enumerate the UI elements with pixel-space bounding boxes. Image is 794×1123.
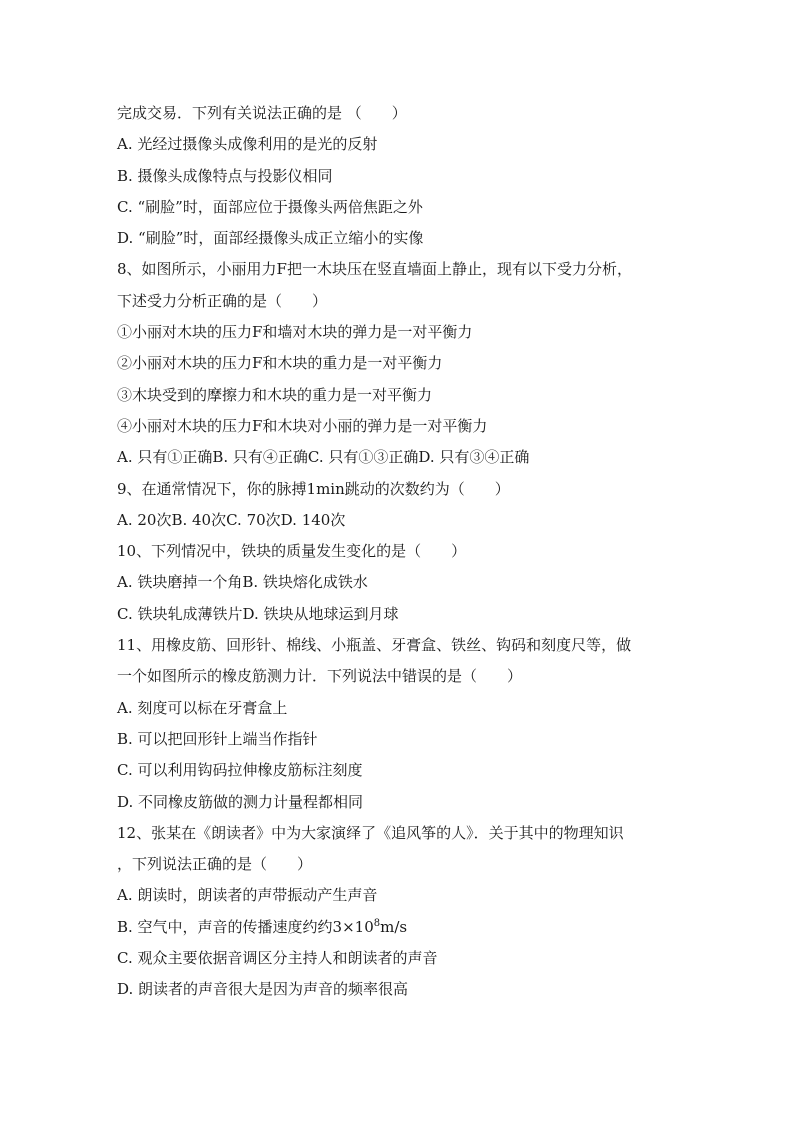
q8-statement-4: ④小丽对木块的压力F和木块对小丽的弹力是一对平衡力 — [117, 416, 488, 435]
q9-stem: 9、在通常情况下，你的脉搏1min跳动的次数约为（ ） — [117, 479, 510, 498]
q8-options: A. 只有①正确B. 只有④正确C. 只有①③正确D. 只有③④正确 — [117, 448, 530, 467]
q12-option-d: D. 朗读者的声音很大是因为声音的频率很高 — [117, 980, 409, 999]
q9-options: A. 20次B. 40次C. 70次D. 140次 — [117, 510, 346, 529]
q11-option-a: A. 刻度可以标在牙膏盒上 — [117, 698, 288, 717]
q11-stem-line-2: 一个如图所示的橡皮筋测力计．下列说法中错误的是（ ） — [117, 667, 523, 686]
q8-statement-3: ③木块受到的摩擦力和木块的重力是一对平衡力 — [117, 385, 433, 404]
q12-option-b-unit: m/s — [380, 917, 408, 936]
q12-option-b-exponent: 8 — [373, 917, 381, 929]
q10-stem: 10、下列情况中，铁块的质量发生变化的是（ ） — [117, 542, 467, 561]
q10-options-ab: A. 铁块磨掉一个角B. 铁块熔化成铁水 — [117, 573, 368, 592]
q12-option-a: A. 朗读时，朗读者的声带振动产生声音 — [117, 886, 378, 905]
q12-option-b-prefix: B. 空气中，声音的传播速度约约3×10 — [117, 917, 374, 936]
q11-option-d: D. 不同橡皮筋做的测力计量程都相同 — [117, 792, 364, 811]
q8-statement-1: ①小丽对木块的压力F和墙对木块的弹力是一对平衡力 — [117, 323, 473, 342]
document-body — [117, 98, 677, 1006]
q8-stem-line-1: 8、如图所示，小丽用力F把一木块压在竖直墙面上静止，现有以下受力分析， — [117, 260, 632, 279]
q12-stem-line-2: ，下列说法正确的是（ ） — [117, 855, 313, 874]
q7-option-c: C. “刷脸”时，面部应位于摄像头两倍焦距之外 — [117, 197, 423, 216]
q12-stem-line-1: 12、张某在《朗读者》中为大家演绎了《追风筝的人》．关于其中的物理知识 — [117, 823, 624, 842]
q8-statement-2: ②小丽对木块的压力F和木块的重力是一对平衡力 — [117, 354, 443, 373]
q10-options-cd: C. 铁块轧成薄铁片D. 铁块从地球运到月球 — [117, 604, 399, 623]
q11-option-b: B. 可以把回形针上端当作指针 — [117, 729, 318, 748]
q12-option-c: C. 观众主要依据音调区分主持人和朗读者的声音 — [117, 949, 438, 968]
q7-option-a: A. 光经过摄像头成像利用的是光的反射 — [117, 135, 378, 154]
q7-option-d: D. “刷脸”时，面部经摄像头成正立缩小的实像 — [117, 229, 424, 248]
q7-option-b: B. 摄像头成像特点与投影仪相同 — [117, 166, 333, 185]
q12-option-b — [117, 912, 677, 943]
q11-stem-line-1: 11、用橡皮筋、回形针、棉线、小瓶盖、牙膏盒、铁丝、钩码和刻度尺等，做 — [117, 636, 632, 655]
q11-option-c: C. 可以利用钩码拉伸橡皮筋标注刻度 — [117, 761, 363, 780]
q8-stem-line-2: 下述受力分析正确的是（ ） — [117, 291, 328, 310]
q7-stem-continuation: 完成交易．下列有关说法正确的是 （ ） — [117, 104, 407, 122]
